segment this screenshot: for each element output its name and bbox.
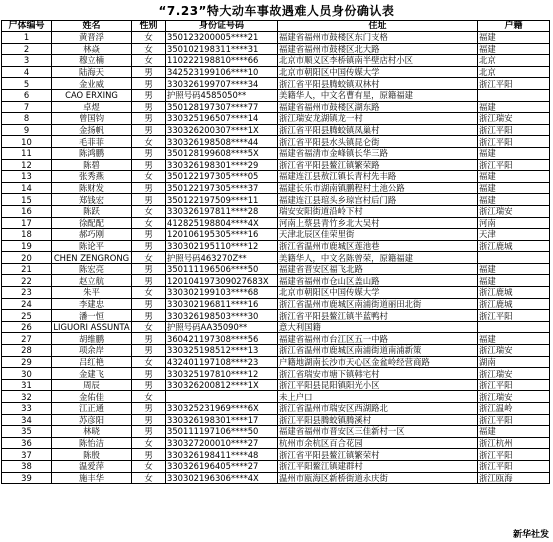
cell-name: 金业威 — [52, 78, 132, 90]
cell-name: 赵立航 — [52, 275, 132, 287]
cell-sex: 女 — [132, 321, 166, 333]
table-row — [2, 333, 550, 345]
cell-sex: 男 — [132, 403, 166, 415]
cell-sex: 男 — [132, 368, 166, 380]
cell-body-no: 10 — [2, 136, 52, 148]
cell-id-number: 350102198311****31 — [166, 43, 278, 55]
table-row — [2, 437, 550, 449]
table-row — [2, 240, 550, 252]
table-row — [2, 310, 550, 322]
cell-id-number: 330302195110****12 — [166, 240, 278, 252]
cell-address: 浙江省瑞安市塘下镇韩宅村 — [278, 368, 478, 380]
table-row — [2, 356, 550, 368]
table-row — [2, 414, 550, 426]
cell-name: 陈殷 — [52, 449, 132, 461]
cell-registry: 浙江瑞安 — [478, 205, 550, 217]
cell-id-number: 120106195305****16 — [166, 229, 278, 241]
cell-name: 潘一恒 — [52, 310, 132, 322]
cell-sex: 男 — [132, 240, 166, 252]
cell-id-number: 330326196405****27 — [166, 460, 278, 472]
cell-sex: 女 — [132, 287, 166, 299]
table-row — [2, 194, 550, 206]
cell-name: 温爱萍 — [52, 460, 132, 472]
table-body — [2, 32, 550, 484]
cell-body-no: 21 — [2, 263, 52, 275]
cell-id-number: 330326199707****34 — [166, 78, 278, 90]
cell-body-no: 4 — [2, 66, 52, 78]
cell-name: 穆立楠 — [52, 55, 132, 67]
cell-address: 福建长乐市湖南镇鹏程村土池公路 — [278, 182, 478, 194]
cell-registry: 浙江杭州 — [478, 437, 550, 449]
cell-sex: 女 — [132, 356, 166, 368]
cell-body-no: 1 — [2, 32, 52, 44]
cell-name: 周辰 — [52, 379, 132, 391]
table-row — [2, 78, 550, 90]
cell-sex: 女 — [132, 252, 166, 264]
cell-id-number: 350122197305****05 — [166, 171, 278, 183]
cell-registry: 福建 — [478, 32, 550, 44]
cell-name: 卓煜 — [52, 101, 132, 113]
cell-name: 金佑佳 — [52, 391, 132, 403]
cell-registry: 浙江平阳 — [478, 414, 550, 426]
cell-body-no: 9 — [2, 124, 52, 136]
table-row — [2, 89, 550, 101]
cell-name: 胡维鹏 — [52, 333, 132, 345]
cell-registry — [478, 321, 550, 333]
cell-body-no: 2 — [2, 43, 52, 55]
cell-body-no: 22 — [2, 275, 52, 287]
table-row — [2, 345, 550, 357]
table-row — [2, 263, 550, 275]
cell-id-number: 330325231969****6X — [166, 403, 278, 415]
cell-name: 陆海天 — [52, 66, 132, 78]
cell-id-number: 护照号码463270Z** — [166, 252, 278, 264]
cell-id-number: 330302196811****16 — [166, 298, 278, 310]
table-row — [2, 43, 550, 55]
cell-name: 陈跃 — [52, 205, 132, 217]
cell-id-number: 350111197106****50 — [166, 426, 278, 438]
cell-body-no: 11 — [2, 147, 52, 159]
cell-body-no: 34 — [2, 414, 52, 426]
cell-address: 福建连江县琯头乡琼宫村后门路 — [278, 194, 478, 206]
cell-name: 林晓 — [52, 426, 132, 438]
cell-id-number: 110222198810****66 — [166, 55, 278, 67]
table-row — [2, 113, 550, 125]
table-row — [2, 472, 550, 484]
cell-registry: 浙江平阳 — [478, 136, 550, 148]
cell-body-no: 3 — [2, 55, 52, 67]
cell-id-number: 护照号码4585050** — [166, 89, 278, 101]
cell-sex: 女 — [132, 460, 166, 472]
cell-name: CHEN ZENGRONG — [52, 252, 132, 264]
cell-address: 意大利国籍 — [278, 321, 478, 333]
cell-registry: 河南 — [478, 217, 550, 229]
cell-address: 瑞安安阳街道沿岭下村 — [278, 205, 478, 217]
cell-sex: 男 — [132, 263, 166, 275]
cell-body-no: 15 — [2, 194, 52, 206]
cell-id-number: 342523199106****10 — [166, 66, 278, 78]
cell-address: 浙江省温州市鹿城区南浦街道丽田北街 — [278, 298, 478, 310]
header-sex: 性别 — [132, 21, 166, 32]
cell-address: 福建省福州市鼓楼区东门支格 — [278, 32, 478, 44]
cell-body-no: 17 — [2, 217, 52, 229]
cell-registry: 浙江平阳 — [478, 449, 550, 461]
cell-body-no: 26 — [2, 321, 52, 333]
cell-address: 浙江省温州市鹿城区莲池巷 — [278, 240, 478, 252]
cell-registry — [478, 252, 550, 264]
cell-name: 陈论平 — [52, 240, 132, 252]
cell-id-number: 护照号码AA35090** — [166, 321, 278, 333]
cell-body-no: 31 — [2, 379, 52, 391]
cell-address: 福建省福州市仓山区盖山路 — [278, 275, 478, 287]
cell-sex: 男 — [132, 194, 166, 206]
cell-body-no: 24 — [2, 298, 52, 310]
cell-body-no: 6 — [2, 89, 52, 101]
table-row — [2, 298, 550, 310]
cell-address: 未上户口 — [278, 391, 478, 403]
cell-id-number: 350122197305****37 — [166, 182, 278, 194]
cell-id-number: 330326198411****48 — [166, 449, 278, 461]
cell-address: 浙江省温州市鹿城区南浦街道南浦新策 — [278, 345, 478, 357]
cell-body-no: 23 — [2, 287, 52, 299]
header-address: 住址 — [278, 21, 478, 32]
cell-address: 北京市朝阳区中国传媒大学 — [278, 287, 478, 299]
cell-name: CAO ERXING — [52, 89, 132, 101]
cell-address: 浙江省平阳县鳌江镇繁荣村 — [278, 449, 478, 461]
cell-body-no: 20 — [2, 252, 52, 264]
cell-registry: 天津 — [478, 229, 550, 241]
cell-address: 浙江省平阳县鳌江镇半蓝鸭村 — [278, 310, 478, 322]
table-row — [2, 460, 550, 472]
cell-address: 福建连江县敖江镇长青村先丰路 — [278, 171, 478, 183]
cell-registry — [478, 89, 550, 101]
cell-sex: 女 — [132, 391, 166, 403]
cell-name: 朱平 — [52, 287, 132, 299]
table-row — [2, 66, 550, 78]
cell-name: 徐配配 — [52, 217, 132, 229]
table-row — [2, 287, 550, 299]
header-row — [2, 21, 550, 32]
cell-name: 陈财发 — [52, 182, 132, 194]
cell-id-number: 330326200812****1X — [166, 379, 278, 391]
cell-id-number: 350111196506****50 — [166, 263, 278, 275]
table-row — [2, 252, 550, 264]
cell-address: 福建省福州市晋安区三佳新村一区 — [278, 426, 478, 438]
table-row — [2, 147, 550, 159]
cell-registry: 浙江温岭 — [478, 403, 550, 415]
cell-body-no: 12 — [2, 159, 52, 171]
cell-id-number: 330326197811****28 — [166, 205, 278, 217]
cell-id-number: 330326200307****1X — [166, 124, 278, 136]
cell-id-number: 330325197810****12 — [166, 368, 278, 380]
cell-sex: 男 — [132, 159, 166, 171]
table-row — [2, 217, 550, 229]
cell-body-no: 7 — [2, 101, 52, 113]
cell-id-number: 120104197309027683X — [166, 275, 278, 287]
cell-registry: 浙江瑞安 — [478, 113, 550, 125]
cell-id-number — [166, 391, 278, 403]
table-row — [2, 368, 550, 380]
cell-sex: 男 — [132, 414, 166, 426]
table-row — [2, 124, 550, 136]
cell-registry: 浙江鹿城 — [478, 240, 550, 252]
cell-sex: 男 — [132, 275, 166, 287]
cell-registry: 浙江平阳 — [478, 310, 550, 322]
cell-sex: 男 — [132, 182, 166, 194]
table-row — [2, 379, 550, 391]
cell-body-no: 5 — [2, 78, 52, 90]
table-row — [2, 171, 550, 183]
cell-name: 金扬帆 — [52, 124, 132, 136]
cell-name: 陈怡洁 — [52, 437, 132, 449]
cell-id-number: 350122197509****11 — [166, 194, 278, 206]
header-body-no: 尸体编号 — [2, 21, 52, 32]
cell-registry: 浙江瑞安 — [478, 368, 550, 380]
cell-address: 浙江省平阳县鳌江镇繁荣路 — [278, 159, 478, 171]
cell-body-no: 28 — [2, 345, 52, 357]
cell-sex: 男 — [132, 89, 166, 101]
cell-sex: 女 — [132, 437, 166, 449]
table-row — [2, 32, 550, 44]
cell-sex: 男 — [132, 426, 166, 438]
cell-id-number: 432401197108****23 — [166, 356, 278, 368]
table-row — [2, 403, 550, 415]
cell-sex: 女 — [132, 217, 166, 229]
cell-name: 郑钱宏 — [52, 194, 132, 206]
cell-address: 福建省晋安区福飞北路 — [278, 263, 478, 275]
cell-address: 美籍华人，中文名陈曾荣，原籍福建 — [278, 252, 478, 264]
header-registry: 户籍 — [478, 21, 550, 32]
cell-sex: 男 — [132, 379, 166, 391]
cell-registry: 浙江鹿城 — [478, 298, 550, 310]
table-row — [2, 55, 550, 67]
cell-registry: 福建 — [478, 194, 550, 206]
cell-address: 浙江省平阳县腾蛟镇双林村 — [278, 78, 478, 90]
table-row — [2, 449, 550, 461]
cell-id-number: 350123200005****21 — [166, 32, 278, 44]
cell-address: 浙江省平阳县水头镇昆仑街 — [278, 136, 478, 148]
document-title: “7.23”特大动车事故遇难人员身份确认表 — [158, 4, 395, 18]
cell-address: 北京市朝阳区中国传媒大学 — [278, 66, 478, 78]
cell-body-no: 39 — [2, 472, 52, 484]
cell-body-no: 33 — [2, 403, 52, 415]
cell-name: 陈宏亮 — [52, 263, 132, 275]
cell-sex: 女 — [132, 205, 166, 217]
cell-address: 浙江平阳县腾蛟镇腾溪村 — [278, 414, 478, 426]
cell-address: 杭州市余杭区百合花园 — [278, 437, 478, 449]
cell-registry: 浙江平阳 — [478, 78, 550, 90]
cell-address: 美籍华人，中文名曹有星，原籍福建 — [278, 89, 478, 101]
cell-sex: 男 — [132, 333, 166, 345]
cell-sex: 女 — [132, 32, 166, 44]
cell-sex: 女 — [132, 472, 166, 484]
cell-body-no: 13 — [2, 171, 52, 183]
cell-id-number: 330302199103****68 — [166, 287, 278, 299]
cell-name: 李建忠 — [52, 298, 132, 310]
header-name: 姓名 — [52, 21, 132, 32]
cell-body-no: 18 — [2, 229, 52, 241]
cell-body-no: 36 — [2, 437, 52, 449]
table-row — [2, 229, 550, 241]
cell-registry: 北京 — [478, 55, 550, 67]
cell-address: 北京市顺义区李桥镇南半壁店村小区 — [278, 55, 478, 67]
cell-registry: 福建 — [478, 101, 550, 113]
cell-name: 张秀燕 — [52, 171, 132, 183]
header-id-number: 身份证号码 — [166, 21, 278, 32]
table-row — [2, 321, 550, 333]
cell-body-no: 14 — [2, 182, 52, 194]
cell-name: 项余岸 — [52, 345, 132, 357]
cell-name: 金建飞 — [52, 368, 132, 380]
cell-body-no: 27 — [2, 333, 52, 345]
cell-id-number: 360421197308****56 — [166, 333, 278, 345]
cell-id-number: 350128199608****5X — [166, 147, 278, 159]
cell-registry: 福建 — [478, 275, 550, 287]
table-row — [2, 182, 550, 194]
cell-id-number: 350128197307****77 — [166, 101, 278, 113]
cell-sex: 男 — [132, 124, 166, 136]
cell-body-no: 30 — [2, 368, 52, 380]
table-row — [2, 391, 550, 403]
cell-name: 陈鸿鹏 — [52, 147, 132, 159]
cell-id-number: 330302196306****4X — [166, 472, 278, 484]
cell-registry: 福建 — [478, 171, 550, 183]
cell-body-no: 16 — [2, 205, 52, 217]
cell-id-number: 330325198512****13 — [166, 345, 278, 357]
cell-address: 河南上蔡县青竹乡北大吴村 — [278, 217, 478, 229]
cell-registry: 北京 — [478, 66, 550, 78]
cell-id-number: 330326198503****30 — [166, 310, 278, 322]
cell-registry: 福建 — [478, 43, 550, 55]
cell-sex: 男 — [132, 66, 166, 78]
cell-id-number: 330325196507****14 — [166, 113, 278, 125]
cell-address: 温州市瓯海区新桥街道永庆街 — [278, 472, 478, 484]
cell-registry: 浙江平阳 — [478, 379, 550, 391]
cell-name: 郝巧刚 — [52, 229, 132, 241]
cell-address: 浙江平阳县昆阳镇阳光小区 — [278, 379, 478, 391]
cell-address: 福建省福州市鼓楼区湖东路 — [278, 101, 478, 113]
cell-id-number: 330327200010****27 — [166, 437, 278, 449]
table-row — [2, 426, 550, 438]
cell-registry: 浙江平阳 — [478, 159, 550, 171]
cell-id-number: 330326198301****17 — [166, 414, 278, 426]
cell-registry: 浙江平阳 — [478, 460, 550, 472]
cell-address: 福建省福州市台江区五一中路 — [278, 333, 478, 345]
table-row — [2, 275, 550, 287]
cell-registry: 福建 — [478, 426, 550, 438]
cell-registry: 福建 — [478, 263, 550, 275]
cell-sex: 男 — [132, 147, 166, 159]
cell-address: 福建省福清市金峰镇长华三路 — [278, 147, 478, 159]
cell-registry: 浙江鹿城 — [478, 287, 550, 299]
footer-credit: 新华社发 — [512, 530, 549, 540]
cell-registry: 福建 — [478, 147, 550, 159]
cell-address: 浙江平阳鳌江镇建群村 — [278, 460, 478, 472]
cell-name: 施丰华 — [52, 472, 132, 484]
cell-registry: 浙江瓯海 — [478, 472, 550, 484]
cell-sex: 男 — [132, 113, 166, 125]
cell-sex: 男 — [132, 101, 166, 113]
cell-address: 浙江省平阳县腾蛟镇凤巢村 — [278, 124, 478, 136]
cell-id-number: 330326198301****29 — [166, 159, 278, 171]
cell-name: 陈碧 — [52, 159, 132, 171]
cell-address: 天津北辰区佳荣里街 — [278, 229, 478, 241]
cell-name: 林焱 — [52, 43, 132, 55]
identity-table — [1, 20, 550, 484]
cell-sex: 男 — [132, 345, 166, 357]
cell-registry: 浙江瑞安 — [478, 345, 550, 357]
cell-id-number: 412825198804****4X — [166, 217, 278, 229]
cell-name: 黄晋浮 — [52, 32, 132, 44]
cell-sex: 女 — [132, 136, 166, 148]
cell-address: 浙江瑞安龙湖镇龙一村 — [278, 113, 478, 125]
cell-registry: 福建 — [478, 182, 550, 194]
cell-body-no: 38 — [2, 460, 52, 472]
cell-body-no: 29 — [2, 356, 52, 368]
cell-sex: 男 — [132, 298, 166, 310]
table-row — [2, 205, 550, 217]
cell-id-number: 330326198508****44 — [166, 136, 278, 148]
cell-body-no: 8 — [2, 113, 52, 125]
cell-name: 曾国钧 — [52, 113, 132, 125]
cell-registry: 浙江瑞安 — [478, 391, 550, 403]
cell-body-no: 35 — [2, 426, 52, 438]
cell-name: 江正通 — [52, 403, 132, 415]
cell-sex: 女 — [132, 55, 166, 67]
cell-sex: 男 — [132, 310, 166, 322]
cell-name: 苏彦阳 — [52, 414, 132, 426]
cell-name: 毛菲菲 — [52, 136, 132, 148]
cell-address: 户籍地湖南长沙市天心区金盆岭经营商路 — [278, 356, 478, 368]
cell-sex: 男 — [132, 78, 166, 90]
cell-sex: 女 — [132, 43, 166, 55]
cell-body-no: 37 — [2, 449, 52, 461]
cell-body-no: 32 — [2, 391, 52, 403]
cell-address: 福建省福州市鼓楼区北大路 — [278, 43, 478, 55]
cell-name: LIGUORI ASSUNTA — [53, 322, 130, 333]
cell-registry: 浙江平阳 — [478, 124, 550, 136]
cell-sex: 女 — [132, 171, 166, 183]
cell-sex: 男 — [132, 449, 166, 461]
cell-address: 浙江省温州市瑞安区西湖路北 — [278, 403, 478, 415]
cell-sex: 男 — [132, 229, 166, 241]
table-row — [2, 159, 550, 171]
cell-registry: 湖南 — [478, 356, 550, 368]
table-row — [2, 101, 550, 113]
cell-body-no: 19 — [2, 240, 52, 252]
table-row — [2, 136, 550, 148]
cell-name: 吕红艳 — [52, 356, 132, 368]
cell-body-no: 25 — [2, 310, 52, 322]
cell-registry: 福建 — [478, 333, 550, 345]
